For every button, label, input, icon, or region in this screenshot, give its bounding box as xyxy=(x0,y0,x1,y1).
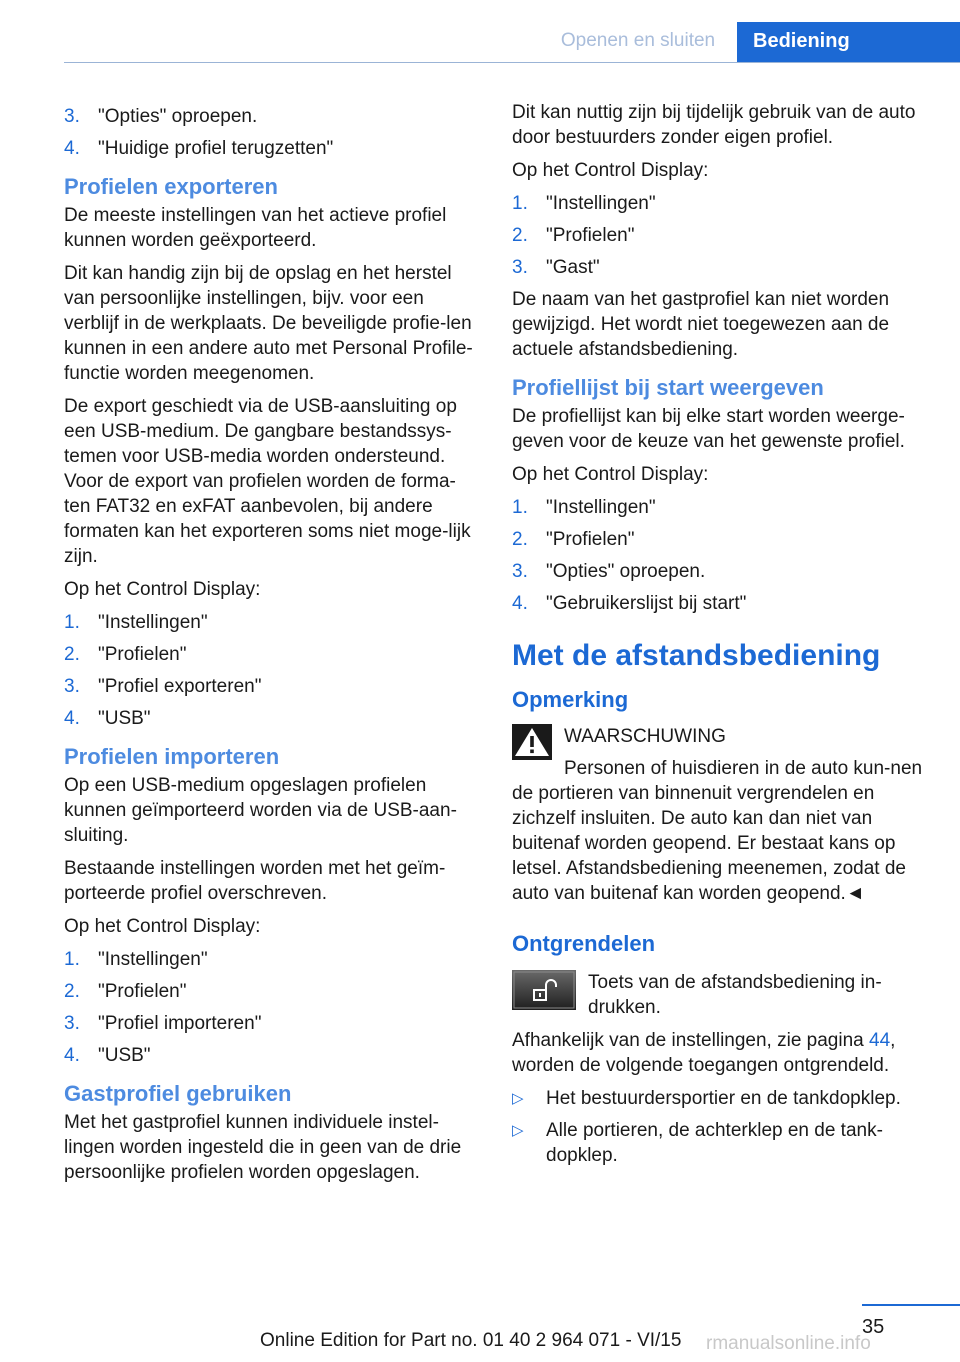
list-item: 1. "Instellingen" xyxy=(512,193,656,214)
warning-title: WAARSCHUWING xyxy=(564,726,726,747)
paragraph: Bestaande instellingen worden met het geïm-porteerde profiel overschreven. xyxy=(64,858,446,904)
heading-profielen-exporteren: Profielen exporteren xyxy=(64,174,278,199)
watermark: rmanualsonline.info xyxy=(706,1333,871,1354)
paragraph: Op een USB-medium opgeslagen profielen kunnen geïmporteerd worden via de USB-aan-sluiting. xyxy=(64,775,457,846)
list-item: 4. "USB" xyxy=(64,1045,151,1066)
paragraph: Op het Control Display: xyxy=(512,160,709,181)
paragraph: Met het gastprofiel kunnen individuele instel-lingen worden ingesteld die in geen van de drie persoonlijke profielen worden opgeslagen. xyxy=(64,1112,462,1183)
heading-opmerking: Opmerking xyxy=(512,687,629,712)
list-item: 1. "Instellingen" xyxy=(64,949,208,970)
paragraph: Afhankelijk van de instellingen, zie pagina 44, worden de volgende toegangen ontgrendeld. xyxy=(512,1030,896,1076)
list-item: 2. "Profielen" xyxy=(512,225,635,246)
paragraph: Op het Control Display: xyxy=(64,916,261,937)
guest-steps-list xyxy=(512,191,930,280)
left-column xyxy=(64,100,478,1193)
list-item: 4. "Gebruikerslijst bij start" xyxy=(512,593,747,614)
right-column xyxy=(512,100,930,1175)
header-section-title: Openen en sluiten xyxy=(560,30,716,51)
warning-triangle-icon xyxy=(512,724,552,760)
list-item: 3. "Opties" oproepen. xyxy=(512,561,706,582)
warning-text: Personen of huisdieren in de auto kun-nen de portieren van binnenuit vergrendelen en zichzelf insluiten. De auto kan dan niet van buitenaf worden geopend. Er bestaat kans op letsel. Afstandsbediening meenemen, zodat de auto van buitenaf kan worden geopend.◄ xyxy=(512,758,923,904)
triangle-bullet-icon: ▷ xyxy=(512,1090,524,1107)
unlock-bullets-list xyxy=(512,1086,930,1168)
footer-divider xyxy=(862,1304,960,1306)
startlist-steps-list xyxy=(512,495,930,616)
paragraph: Dit kan nuttig zijn bij tijdelijk gebruik van de auto door bestuurders zonder eigen profiel. xyxy=(512,102,916,148)
paragraph: Op het Control Display: xyxy=(512,464,709,485)
list-item: 1. "Instellingen" xyxy=(64,612,208,633)
header-divider xyxy=(64,62,960,63)
page-reference-link[interactable]: 44 xyxy=(869,1030,891,1051)
paragraph: Op het Control Display: xyxy=(64,579,261,600)
unlock-key-block xyxy=(512,968,930,1020)
import-steps-list xyxy=(64,947,478,1068)
heading-met-de-afstandsbediening: Met de afstandsbediening xyxy=(512,639,881,672)
unlock-button-icon xyxy=(512,970,576,1010)
heading-profielen-importeren: Profielen importeren xyxy=(64,744,280,769)
page-number: 35 xyxy=(862,1316,885,1338)
list-item: 2. "Profielen" xyxy=(64,981,187,1002)
list-item: 2. "Profielen" xyxy=(512,529,635,550)
export-steps-list xyxy=(64,610,478,731)
steps-top-list xyxy=(64,104,478,161)
list-item: 1. "Instellingen" xyxy=(512,497,656,518)
list-item: 4. "Huidige profiel terugzetten" xyxy=(64,138,334,159)
list-item: 3. "Gast" xyxy=(512,257,600,278)
heading-gastprofiel-gebruiken: Gastprofiel gebruiken xyxy=(64,1081,292,1106)
warning-block xyxy=(512,720,930,906)
paragraph: De profiellijst kan bij elke start worden weerge-geven voor de keuze van het gewenste profiel. xyxy=(512,406,905,452)
list-item: ▷ Het bestuurdersportier en de tankdopklep. xyxy=(512,1088,901,1109)
paragraph: De meeste instellingen van het actieve profiel kunnen worden geëxporteerd. xyxy=(64,205,447,251)
unlock-text: Toets van de afstandsbediening in-drukken. xyxy=(588,972,882,1018)
paragraph: De export geschiedt via de USB-aansluiting op een USB-medium. De gangbare bestandssys-temen voor USB-media worden ondersteund. Voor de export van profielen worden de forma-ten FAT32 en exFAT aanbevolen, bij andere formaten kan het exporteren soms niet moge-lijk zijn. xyxy=(64,396,471,567)
heading-ontgrendelen: Ontgrendelen xyxy=(512,931,656,956)
footer-edition: Online Edition for Part no. 01 40 2 964 071 - VI/15 xyxy=(260,1330,682,1351)
header-tab-bediening: Bediening xyxy=(737,22,960,62)
list-item: ▷ Alle portieren, de achterklep en de tank-dopklep. xyxy=(512,1120,883,1166)
list-item: 2. "Profielen" xyxy=(64,644,187,665)
paragraph: De naam van het gastprofiel kan niet worden gewijzigd. Het wordt niet toegewezen aan de actuele afstandsbediening. xyxy=(512,289,890,360)
triangle-bullet-icon: ▷ xyxy=(512,1122,524,1139)
list-item: 3. "Profiel importeren" xyxy=(64,1013,262,1034)
paragraph: Dit kan handig zijn bij de opslag en het herstel van persoonlijke instellingen, bijv. voor een verblijf in de werkplaats. De beveiligde profie-len kunnen in een andere auto met Personal Profile-functie worden meegenomen. xyxy=(64,263,473,384)
list-item: 3. "Profiel exporteren" xyxy=(64,676,262,697)
heading-profiellijst-bij-start: Profiellijst bij start weergeven xyxy=(512,375,824,400)
list-item: 3. "Opties" oproepen. xyxy=(64,106,258,127)
list-item: 4. "USB" xyxy=(64,708,151,729)
